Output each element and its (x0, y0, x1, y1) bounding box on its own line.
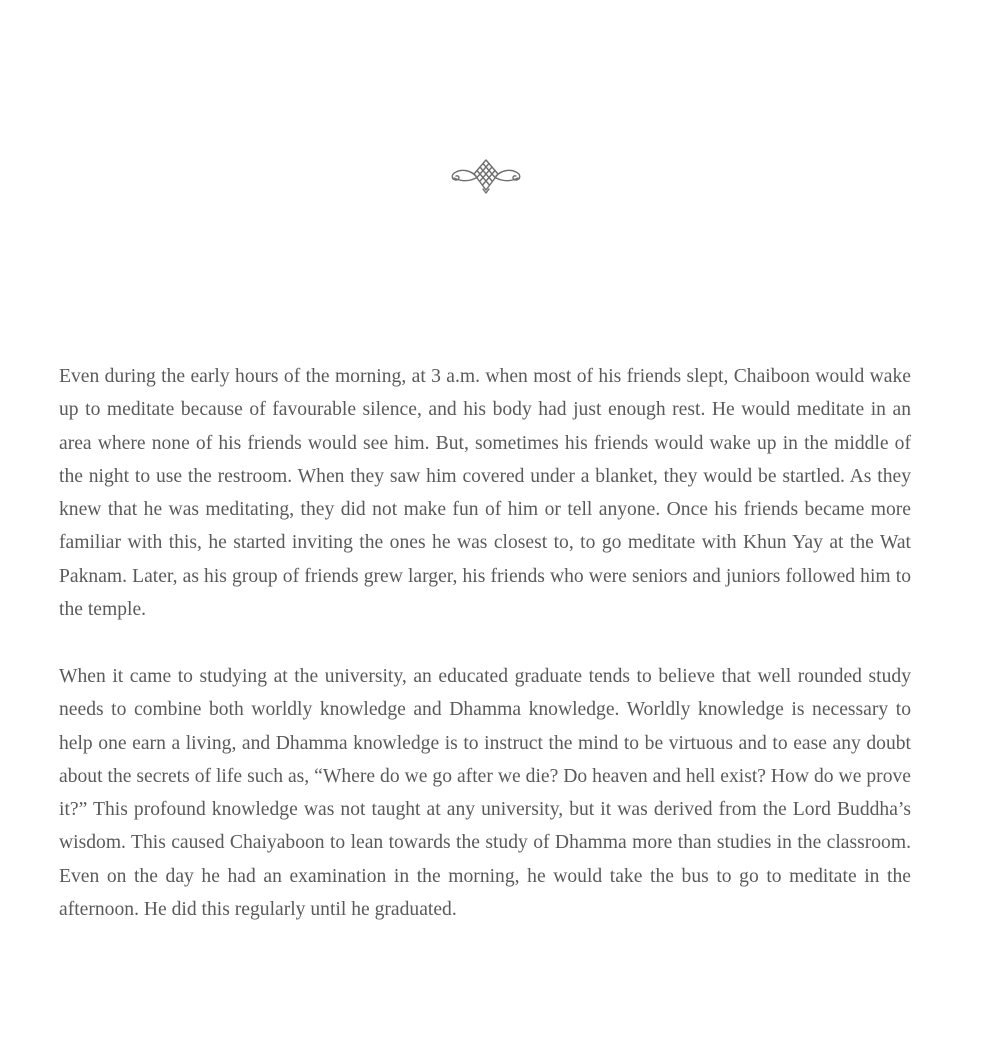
body-paragraph-1: Even during the early hours of the morning, at 3 a.m. when most of his friends slept, Chaiboon would wake up to meditate because of favourable silence, and his body had just enough rest. He would meditate in an area where none of his friends would see him. But, sometimes his friends would wake up in the middle of the night to use the restroom. When they saw him covered under a blanket, they would be startled. As they knew that he was meditating, they did not make fun of him or tell anyone. Once his friends became more familiar with this, he started inviting the ones he was closest to, to go meditate with Khun Yay at the Wat Paknam. Later, as his group of friends grew larger, his friends who were seniors and juniors followed him to the temple. (59, 366, 911, 621)
body-paragraph-2: When it came to studying at the university, an educated graduate tends to believe that well rounded study needs to combine both worldly knowledge and Dhamma knowledge. Worldly knowledge is necessary to help one earn a living, and Dhamma knowledge is to instruct the mind to be virtuous and to ease any doubt about the secrets of life such as, “Where do we go after we die? Do heaven and hell exist? How do we prove it?” This profound knowledge was not taught at any university, but it was derived from the Lord Buddha’s wisdom. This caused Chaiyaboon to lean towards the study of Dhamma more than studies in the classroom. Even on the day he had an examination in the morning, he would take the bus to go to meditate in the afternoon. He did this regularly until he graduated. (59, 666, 911, 921)
endless-knot-flourish-icon (448, 156, 524, 196)
